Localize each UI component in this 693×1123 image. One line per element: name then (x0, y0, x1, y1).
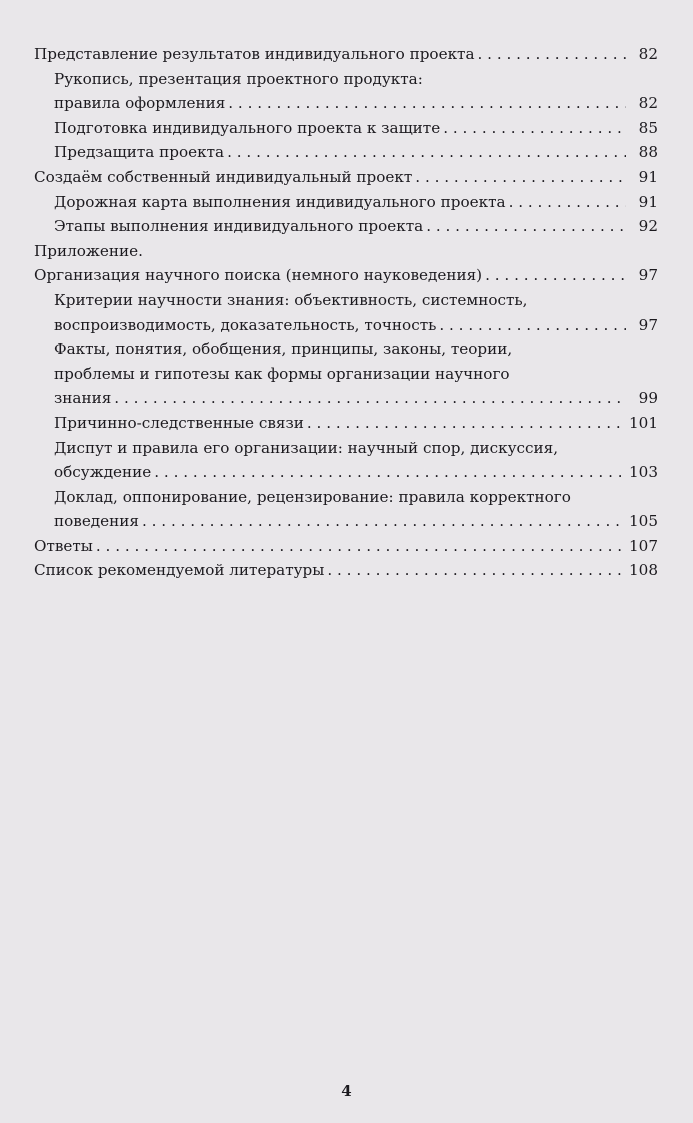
toc-subentry (34, 116, 658, 141)
toc-line (54, 386, 658, 411)
toc-line (54, 509, 658, 534)
dot-leader (307, 411, 621, 436)
toc-entry-title: Доклад, оппонирование, рецензирование: правила корректного (54, 487, 571, 506)
toc-page-number: 103 (629, 463, 658, 482)
toc-entry-title: Ответы (34, 536, 93, 555)
toc-entry-title: Предзащита проекта (54, 143, 225, 162)
toc-entry (34, 534, 658, 559)
dot-leader (142, 509, 621, 534)
toc-entry-title: Дорожная карта выполнения индивидуального проекта (54, 192, 506, 211)
toc-line (54, 460, 658, 485)
toc-line (54, 214, 658, 239)
toc-page-number: 91 (638, 167, 658, 186)
toc-entry (34, 239, 658, 264)
page-number: 4 (341, 1082, 352, 1100)
toc-subentry (34, 337, 658, 411)
toc-entry (34, 42, 658, 67)
toc-entry-title: знания (54, 389, 112, 408)
toc-page-number: 105 (629, 512, 658, 531)
toc-entry-title: Рукопись, презентация проектного продукта: (54, 69, 423, 88)
toc-entry-title: обсуждение (54, 463, 152, 482)
toc-page-number: 99 (638, 389, 658, 408)
toc-page-number: 82 (638, 94, 658, 113)
toc-line (34, 263, 658, 288)
toc-entry-title: Факты, понятия, обобщения, принципы, законы, теории, (54, 340, 513, 359)
toc-subentry (34, 288, 658, 337)
toc-line (34, 534, 658, 559)
toc-entry-title: правила оформления (54, 94, 226, 113)
toc-line (34, 165, 658, 190)
toc-page-number: 85 (638, 118, 658, 137)
toc-subentry (34, 67, 658, 116)
toc-page-number: 97 (638, 266, 658, 285)
dot-leader (228, 91, 626, 116)
toc-page-number: 82 (638, 45, 658, 63)
dot-leader (114, 386, 626, 411)
toc-line (34, 558, 658, 583)
toc-line (54, 190, 658, 215)
toc-subentry (34, 140, 658, 165)
toc-entry (34, 165, 658, 190)
dot-leader (154, 460, 621, 485)
toc-line (54, 411, 658, 436)
dot-leader (509, 190, 626, 215)
toc-entry-title: Создаём собственный индивидуальный проект (34, 167, 413, 186)
toc-page-number: 88 (638, 143, 658, 162)
dot-leader (327, 558, 621, 583)
toc-entry-title: Причинно-следственные связи (54, 413, 304, 432)
toc-line (54, 140, 658, 165)
dot-leader (96, 534, 621, 559)
toc-line (54, 313, 658, 338)
dot-leader (478, 42, 626, 67)
toc-entry-title: Критерии научности знания: объективность, системность, (54, 290, 528, 309)
toc-entry-title: Приложение. (34, 241, 143, 260)
toc-line (34, 42, 658, 67)
dot-leader (485, 263, 626, 288)
toc-entry-title: Представление результатов индивидуального проекта (34, 45, 475, 63)
toc-entry (34, 558, 658, 583)
toc-line (54, 116, 658, 141)
toc-entry-title: воспроизводимость, доказательность, точность (54, 315, 437, 334)
toc-entry-title: Этапы выполнения индивидуального проекта (54, 217, 424, 236)
toc-page-number: 101 (629, 413, 658, 432)
toc-subentry (34, 436, 658, 485)
toc-subentry (34, 411, 658, 436)
toc-entry-title: поведения (54, 512, 139, 531)
toc-entry-title: Организация научного поиска (немного науковедения) (34, 266, 483, 285)
toc-subentry (34, 190, 658, 215)
toc-page-number: 91 (638, 192, 658, 211)
toc-page-number: 108 (629, 561, 658, 580)
dot-leader (227, 140, 626, 165)
toc-page-number: 107 (629, 536, 658, 555)
toc-entry (34, 263, 658, 288)
table-of-contents (34, 42, 658, 583)
dot-leader (443, 116, 626, 141)
toc-entry-title: проблемы и гипотезы как формы организации научного (54, 364, 510, 383)
dot-leader (439, 313, 626, 338)
toc-subentry (34, 485, 658, 534)
dot-leader (426, 214, 626, 239)
dot-leader (415, 165, 626, 190)
toc-entry-title: Диспут и правила его организации: научный спор, дискуссия, (54, 438, 559, 457)
toc-page-number: 92 (638, 217, 658, 236)
toc-entry-title: Список рекомендуемой литературы (34, 561, 325, 580)
toc-page-number: 97 (638, 315, 658, 334)
toc-entry-title: Подготовка индивидуального проекта к защите (54, 118, 441, 137)
toc-line (54, 91, 658, 116)
toc-subentry (34, 214, 658, 239)
